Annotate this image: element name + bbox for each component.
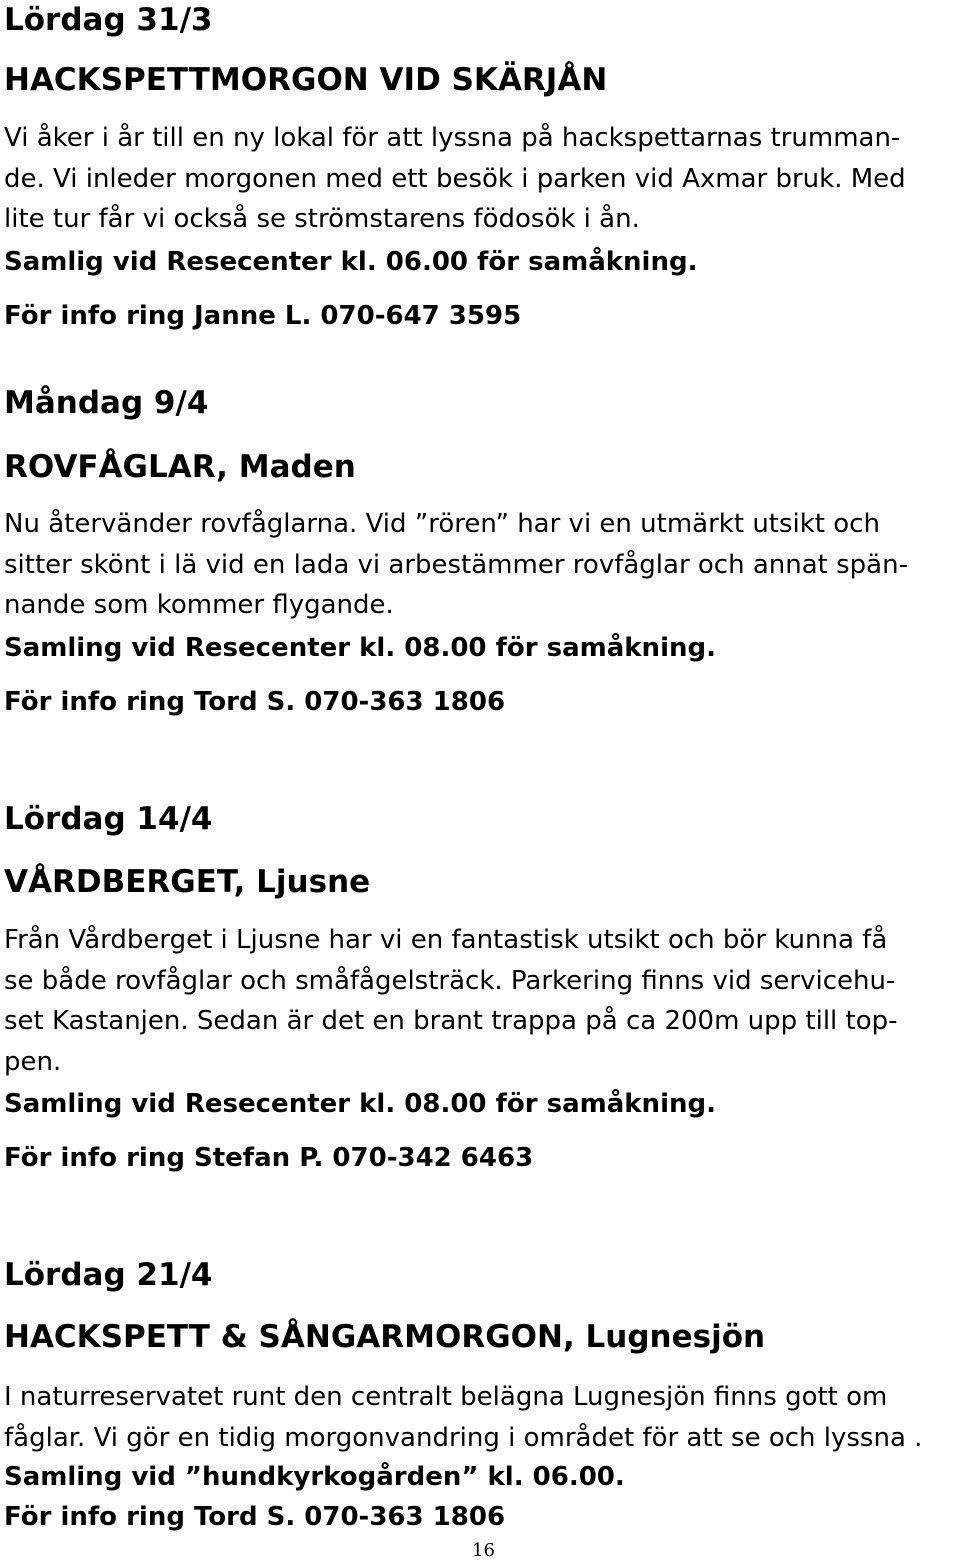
- event-title: HACKSPETT & SÅNGARMORGON, Lugnesjön: [4, 1319, 766, 1355]
- event-title: HACKSPETTMORGON VID SKÄRJÅN: [4, 62, 608, 98]
- page-number: 16: [472, 1540, 495, 1561]
- meeting-info: Samling vid Resecenter kl. 08.00 för samåkning.: [4, 1089, 716, 1119]
- event-day-heading: Lördag 31/3: [4, 2, 213, 38]
- event-description: [4, 920, 956, 1082]
- description-line: Från Vårdberget i Ljusne har vi en fantastisk utsikt och bör kunna få: [4, 925, 888, 955]
- event-day-heading: Lördag 21/4: [4, 1257, 213, 1293]
- description-line: sitter skönt i lä vid en lada vi arbestämmer rovfåglar och annat spän-: [4, 549, 908, 580]
- description-line: set Kastanjen. Sedan är det en brant trappa på ca 200m upp till top-: [4, 1006, 898, 1036]
- description-line: nande som kommer flygande.: [4, 590, 394, 620]
- event-day-heading: Lördag 14/4: [4, 801, 213, 837]
- description-line: Vi åker i år till en ny lokal för att lyssna på hackspettarnas trumman-: [4, 123, 901, 153]
- contact-info: För info ring Stefan P. 070-342 6463: [4, 1143, 534, 1173]
- meeting-info: Samling vid ”hundkyrkogården” kl. 06.00.: [4, 1462, 625, 1492]
- event-title: VÅRDBERGET, Ljusne: [4, 864, 371, 900]
- event-day-heading: Måndag 9/4: [4, 385, 209, 421]
- meeting-info: Samling vid Resecenter kl. 08.00 för samåkning.: [4, 633, 716, 663]
- description-line: I naturreservatet runt den centralt belägna Lugnesjön finns gott om: [4, 1382, 888, 1412]
- event-title: ROVFÅGLAR, Maden: [4, 449, 356, 485]
- contact-info: För info ring Janne L. 070-647 3595: [4, 301, 522, 331]
- meeting-info: Samlig vid Resecenter kl. 06.00 för samåkning.: [4, 247, 698, 277]
- description-line: Nu återvänder rovfåglarna. Vid ”rören” har vi en utmärkt utsikt och: [4, 509, 880, 539]
- description-line: de. Vi inleder morgonen med ett besök i parken vid Axmar bruk. Med: [4, 163, 906, 194]
- description-line: pen.: [4, 1046, 62, 1077]
- event-description: [4, 504, 956, 626]
- event-description: [4, 118, 956, 240]
- description-line: fåglar. Vi gör en tidig morgonvandring i området för att se och lyssna .: [4, 1422, 923, 1453]
- contact-info: För info ring Tord S. 070-363 1806: [4, 1502, 506, 1532]
- contact-info: För info ring Tord S. 070-363 1806: [4, 687, 506, 717]
- description-line: lite tur får vi också se strömstarens födosök i ån.: [4, 204, 640, 234]
- event-description: [4, 1377, 956, 1458]
- description-line: se både rovfåglar och småfågelsträck. Parkering finns vid servicehu-: [4, 965, 896, 996]
